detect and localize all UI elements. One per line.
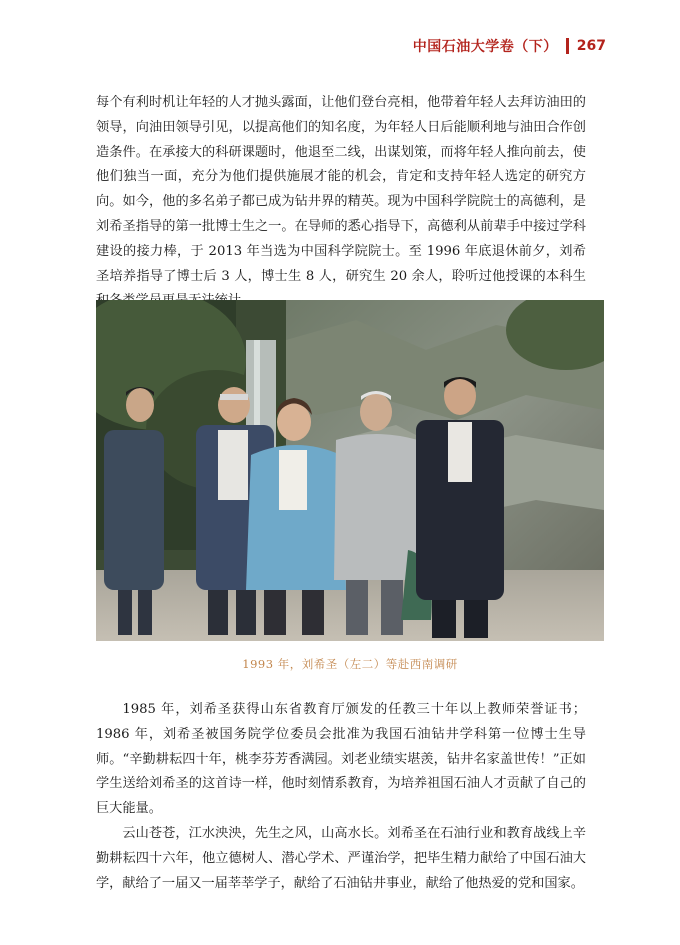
paragraph-1: 每个有利时机让年轻的人才抛头露面，让他们登台亮相，他带着年轻人去拜访油田的领导，向油田领导引见，以提高他们的知名度，为年轻人日后能顺利地与油田合作创造条件。在承接大的科研课题时，他退至二线，出谋划策，而将年轻人推向前去，使他们独当一面，充分为他们提供施展才能的机会，肯定和支持年轻人选定的研究方向。如今，他的多名弟子都已成为钻井界的精英。现为中国科学院院士的高德利，是刘希圣指导的第一批博士生之一。在导师的悉心指导下，高德利从前辈手中接过学科建设的接力棒，于 2013 年当选为中国科学院院士。至 1996 年底退休前夕，刘希圣培养指导了博士后 3 人，博士生 8 人，研究生 20 余人，聆听过他授课的本科生 [96,95,586,284]
group-photo [96,300,604,641]
photo-caption: 1993 年，刘希圣（左二）等赴西南调研 [242,657,458,671]
page-number: 267 [576,38,606,54]
book-title: 中国石油大学卷（下） [412,39,558,55]
page-header [413,36,606,56]
photo-illustration [96,300,604,641]
paragraph-3: 云山苍苍，江水泱泱，先生之风，山高水长。刘希圣在石油行业和教育战线上辛勤耕耘四十六年，他立德树人、潜心学术、严谨治学，把毕生精力献给了中国石油大学，献给了一届又一届莘莘学子，献给了石油钻井事业，献给了他热爱的党和国家。 [96,826,586,891]
paragraph-2: 1985 年，刘希圣获得山东省教育厅颁发的任教三十年以上教师荣誉证书；1986 年，刘希圣被国务院学位委员会批准为我国石油钻井学科第一位博士生导师。“辛勤耕耘四十年，桃李芬芳香满园。刘老业绩实堪羡，钻井名家盖世传！”正如学生送给刘希圣的这首诗一样，他时刻情系教育，为培养祖国石油人才贡献了自己的巨大能量。 [96,702,586,817]
header-divider [566,38,569,54]
